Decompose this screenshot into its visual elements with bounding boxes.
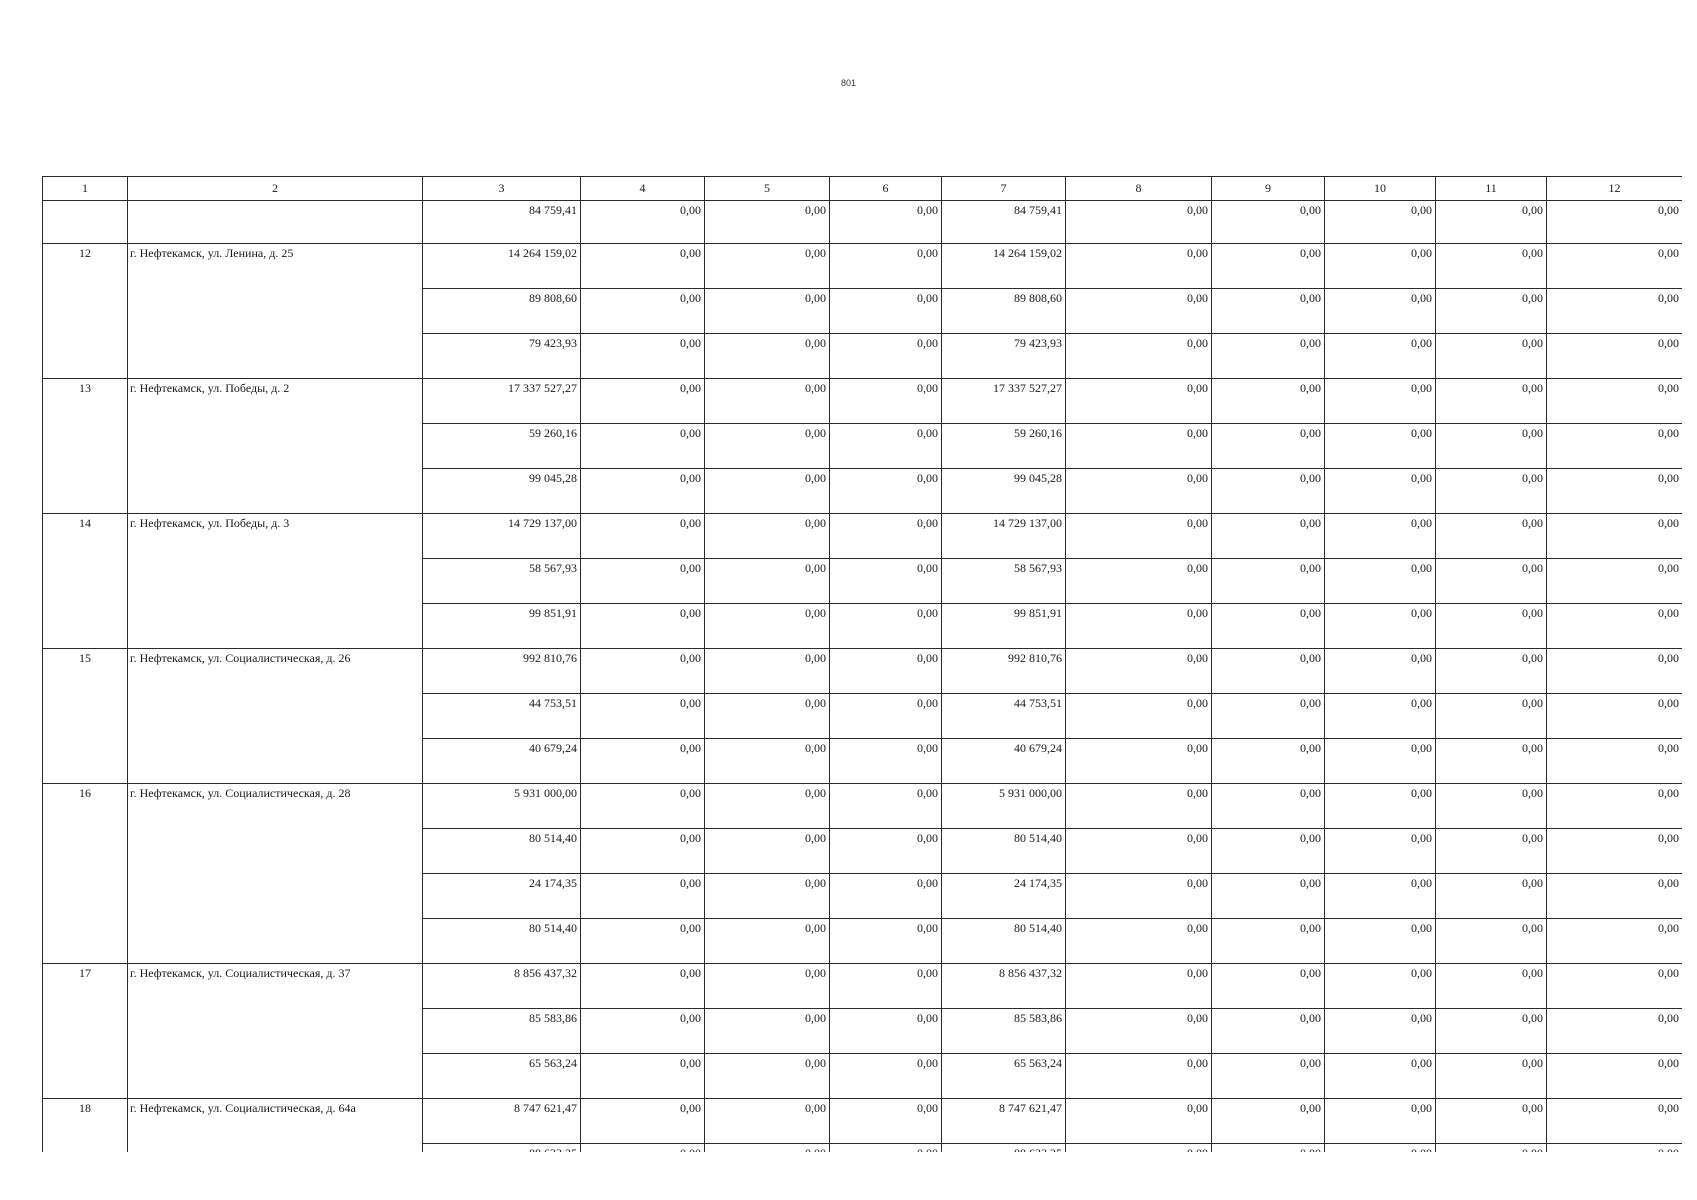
value-cell-col-12: 0,00 bbox=[1547, 1054, 1683, 1099]
value-cell-col-12: 0,00 bbox=[1547, 604, 1683, 649]
value-cell-col-6: 0,00 bbox=[830, 424, 942, 469]
value-cell-col-4: 0,00 bbox=[581, 201, 705, 244]
value-cell-col-4: 0,00 bbox=[581, 1009, 705, 1054]
value-cell-col-4: 0,00 bbox=[581, 829, 705, 874]
table-header bbox=[43, 177, 1683, 201]
header-row bbox=[43, 177, 1683, 201]
row-number-cell: 13 bbox=[43, 379, 128, 514]
value-cell-col-8: 0,00 bbox=[1066, 514, 1212, 559]
value-cell-col-10: 0,00 bbox=[1325, 604, 1436, 649]
value-cell-col-8: 0,00 bbox=[1066, 649, 1212, 694]
value-cell-col-10: 0,00 bbox=[1325, 919, 1436, 964]
value-cell-col-4: 0,00 bbox=[581, 964, 705, 1009]
value-cell-col-11: 0,00 bbox=[1436, 1099, 1547, 1144]
value-cell-col-3: 14 264 159,02 bbox=[423, 244, 581, 289]
column-header: 4 bbox=[581, 177, 705, 201]
value-cell-col-10: 0,00 bbox=[1325, 244, 1436, 289]
address-cell bbox=[128, 201, 423, 244]
value-cell-col-9: 0,00 bbox=[1212, 201, 1325, 244]
value-cell-col-8: 0,00 bbox=[1066, 604, 1212, 649]
value-cell-col-8: 0,00 bbox=[1066, 201, 1212, 244]
column-header: 6 bbox=[830, 177, 942, 201]
row-number-cell: 18 bbox=[43, 1099, 128, 1189]
value-cell-col-12: 0,00 bbox=[1547, 829, 1683, 874]
value-cell-col-6: 0,00 bbox=[830, 919, 942, 964]
value-cell-col-3: 992 810,76 bbox=[423, 649, 581, 694]
value-cell-col-7: 24 174,35 bbox=[942, 874, 1066, 919]
value-cell-col-8: 0,00 bbox=[1066, 469, 1212, 514]
value-cell-col-10: 0,00 bbox=[1325, 964, 1436, 1009]
value-cell-col-3: 8 747 621,47 bbox=[423, 1099, 581, 1144]
value-cell-col-6: 0,00 bbox=[830, 1009, 942, 1054]
row-number-cell: 16 bbox=[43, 784, 128, 964]
table-row bbox=[43, 379, 1683, 424]
value-cell-col-7: 14 264 159,02 bbox=[942, 244, 1066, 289]
value-cell-col-10: 0,00 bbox=[1325, 784, 1436, 829]
value-cell-col-4: 0,00 bbox=[581, 649, 705, 694]
value-cell-col-3: 24 174,35 bbox=[423, 874, 581, 919]
value-cell-col-10: 0,00 bbox=[1325, 289, 1436, 334]
value-cell-col-10: 0,00 bbox=[1325, 1009, 1436, 1054]
value-cell-col-9: 0,00 bbox=[1212, 424, 1325, 469]
value-cell-col-8: 0,00 bbox=[1066, 424, 1212, 469]
table-row bbox=[43, 514, 1683, 559]
value-cell-col-6: 0,00 bbox=[830, 1054, 942, 1099]
value-cell-col-11: 0,00 bbox=[1436, 514, 1547, 559]
value-cell-col-7: 85 583,86 bbox=[942, 1009, 1066, 1054]
value-cell-col-3: 58 567,93 bbox=[423, 559, 581, 604]
value-cell-col-7: 65 563,24 bbox=[942, 1054, 1066, 1099]
value-cell-col-5: 0,00 bbox=[705, 514, 830, 559]
value-cell-col-6: 0,00 bbox=[830, 964, 942, 1009]
value-cell-col-9: 0,00 bbox=[1212, 604, 1325, 649]
value-cell-col-3: 84 759,41 bbox=[423, 201, 581, 244]
value-cell-col-12: 0,00 bbox=[1547, 379, 1683, 424]
value-cell-col-7: 58 567,93 bbox=[942, 559, 1066, 604]
value-cell-col-9: 0,00 bbox=[1212, 514, 1325, 559]
value-cell-col-3: 5 931 000,00 bbox=[423, 784, 581, 829]
value-cell-col-3: 8 856 437,32 bbox=[423, 964, 581, 1009]
value-cell-col-9: 0,00 bbox=[1212, 919, 1325, 964]
value-cell-col-8: 0,00 bbox=[1066, 334, 1212, 379]
value-cell-col-10: 0,00 bbox=[1325, 201, 1436, 244]
value-cell-col-9: 0,00 bbox=[1212, 1099, 1325, 1144]
value-cell-col-11: 0,00 bbox=[1436, 784, 1547, 829]
value-cell-col-8: 0,00 bbox=[1066, 964, 1212, 1009]
value-cell-col-6: 0,00 bbox=[830, 289, 942, 334]
value-cell-col-9: 0,00 bbox=[1212, 1054, 1325, 1099]
value-cell-col-3: 44 753,51 bbox=[423, 694, 581, 739]
value-cell-col-12: 0,00 bbox=[1547, 244, 1683, 289]
value-cell-col-11: 0,00 bbox=[1436, 1054, 1547, 1099]
value-cell-col-12: 0,00 bbox=[1547, 739, 1683, 784]
value-cell-col-7: 992 810,76 bbox=[942, 649, 1066, 694]
value-cell-col-11: 0,00 bbox=[1436, 739, 1547, 784]
column-header: 1 bbox=[43, 177, 128, 201]
value-cell-col-6: 0,00 bbox=[830, 1099, 942, 1144]
value-cell-col-10: 0,00 bbox=[1325, 1054, 1436, 1099]
value-cell-col-4: 0,00 bbox=[581, 379, 705, 424]
address-cell: г. Нефтекамск, ул. Победы, д. 2 bbox=[128, 379, 423, 514]
value-cell-col-3: 59 260,16 bbox=[423, 424, 581, 469]
column-header: 10 bbox=[1325, 177, 1436, 201]
value-cell-col-5: 0,00 bbox=[705, 784, 830, 829]
value-cell-col-6: 0,00 bbox=[830, 244, 942, 289]
value-cell-col-10: 0,00 bbox=[1325, 694, 1436, 739]
value-cell-col-4: 0,00 bbox=[581, 784, 705, 829]
value-cell-col-3: 85 583,86 bbox=[423, 1009, 581, 1054]
value-cell-col-9: 0,00 bbox=[1212, 874, 1325, 919]
value-cell-col-7: 17 337 527,27 bbox=[942, 379, 1066, 424]
value-cell-col-5: 0,00 bbox=[705, 201, 830, 244]
page-edge bbox=[1682, 170, 1697, 1200]
value-cell-col-3: 40 679,24 bbox=[423, 739, 581, 784]
value-cell-col-8: 0,00 bbox=[1066, 784, 1212, 829]
value-cell-col-12: 0,00 bbox=[1547, 964, 1683, 1009]
value-cell-col-6: 0,00 bbox=[830, 694, 942, 739]
value-cell-col-12: 0,00 bbox=[1547, 334, 1683, 379]
value-cell-col-9: 0,00 bbox=[1212, 784, 1325, 829]
value-cell-col-11: 0,00 bbox=[1436, 469, 1547, 514]
value-cell-col-11: 0,00 bbox=[1436, 289, 1547, 334]
value-cell-col-8: 0,00 bbox=[1066, 874, 1212, 919]
value-cell-col-5: 0,00 bbox=[705, 559, 830, 604]
value-cell-col-11: 0,00 bbox=[1436, 829, 1547, 874]
value-cell-col-9: 0,00 bbox=[1212, 739, 1325, 784]
value-cell-col-6: 0,00 bbox=[830, 334, 942, 379]
value-cell-col-8: 0,00 bbox=[1066, 1054, 1212, 1099]
value-cell-col-4: 0,00 bbox=[581, 559, 705, 604]
value-cell-col-8: 0,00 bbox=[1066, 379, 1212, 424]
value-cell-col-8: 0,00 bbox=[1066, 739, 1212, 784]
value-cell-col-6: 0,00 bbox=[830, 514, 942, 559]
value-cell-col-10: 0,00 bbox=[1325, 829, 1436, 874]
value-cell-col-4: 0,00 bbox=[581, 514, 705, 559]
value-cell-col-9: 0,00 bbox=[1212, 289, 1325, 334]
value-cell-col-9: 0,00 bbox=[1212, 694, 1325, 739]
value-cell-col-11: 0,00 bbox=[1436, 424, 1547, 469]
value-cell-col-9: 0,00 bbox=[1212, 1009, 1325, 1054]
column-header: 11 bbox=[1436, 177, 1547, 201]
value-cell-col-4: 0,00 bbox=[581, 289, 705, 334]
value-cell-col-5: 0,00 bbox=[705, 1009, 830, 1054]
value-cell-col-6: 0,00 bbox=[830, 559, 942, 604]
value-cell-col-3: 14 729 137,00 bbox=[423, 514, 581, 559]
value-cell-col-12: 0,00 bbox=[1547, 559, 1683, 604]
value-cell-col-7: 89 808,60 bbox=[942, 289, 1066, 334]
value-cell-col-4: 0,00 bbox=[581, 604, 705, 649]
row-number-cell: 12 bbox=[43, 244, 128, 379]
value-cell-col-9: 0,00 bbox=[1212, 829, 1325, 874]
value-cell-col-7: 99 045,28 bbox=[942, 469, 1066, 514]
value-cell-col-8: 0,00 bbox=[1066, 244, 1212, 289]
value-cell-col-4: 0,00 bbox=[581, 1099, 705, 1144]
value-cell-col-7: 8 747 621,47 bbox=[942, 1099, 1066, 1144]
value-cell-col-7: 80 514,40 bbox=[942, 919, 1066, 964]
value-cell-col-5: 0,00 bbox=[705, 1099, 830, 1144]
page-number: 801 bbox=[840, 78, 857, 88]
value-cell-col-11: 0,00 bbox=[1436, 559, 1547, 604]
table-row bbox=[43, 964, 1683, 1009]
value-cell-col-3: 79 423,93 bbox=[423, 334, 581, 379]
column-header: 2 bbox=[128, 177, 423, 201]
value-cell-col-5: 0,00 bbox=[705, 604, 830, 649]
value-cell-col-5: 0,00 bbox=[705, 469, 830, 514]
value-cell-col-12: 0,00 bbox=[1547, 514, 1683, 559]
data-table bbox=[42, 176, 1683, 1189]
value-cell-col-7: 80 514,40 bbox=[942, 829, 1066, 874]
value-cell-col-7: 84 759,41 bbox=[942, 201, 1066, 244]
column-header: 9 bbox=[1212, 177, 1325, 201]
value-cell-col-6: 0,00 bbox=[830, 649, 942, 694]
column-header: 7 bbox=[942, 177, 1066, 201]
value-cell-col-6: 0,00 bbox=[830, 201, 942, 244]
value-cell-col-5: 0,00 bbox=[705, 964, 830, 1009]
value-cell-col-3: 80 514,40 bbox=[423, 829, 581, 874]
value-cell-col-5: 0,00 bbox=[705, 1054, 830, 1099]
value-cell-col-3: 80 514,40 bbox=[423, 919, 581, 964]
value-cell-col-6: 0,00 bbox=[830, 784, 942, 829]
value-cell-col-10: 0,00 bbox=[1325, 1099, 1436, 1144]
value-cell-col-5: 0,00 bbox=[705, 424, 830, 469]
value-cell-col-8: 0,00 bbox=[1066, 1009, 1212, 1054]
value-cell-col-9: 0,00 bbox=[1212, 469, 1325, 514]
value-cell-col-7: 99 851,91 bbox=[942, 604, 1066, 649]
value-cell-col-11: 0,00 bbox=[1436, 604, 1547, 649]
value-cell-col-11: 0,00 bbox=[1436, 964, 1547, 1009]
value-cell-col-3: 99 851,91 bbox=[423, 604, 581, 649]
value-cell-col-4: 0,00 bbox=[581, 1054, 705, 1099]
row-number-cell: 17 bbox=[43, 964, 128, 1099]
value-cell-col-9: 0,00 bbox=[1212, 334, 1325, 379]
value-cell-col-10: 0,00 bbox=[1325, 739, 1436, 784]
value-cell-col-6: 0,00 bbox=[830, 604, 942, 649]
value-cell-col-12: 0,00 bbox=[1547, 649, 1683, 694]
value-cell-col-6: 0,00 bbox=[830, 469, 942, 514]
value-cell-col-10: 0,00 bbox=[1325, 559, 1436, 604]
row-number-cell: 15 bbox=[43, 649, 128, 784]
value-cell-col-3: 65 563,24 bbox=[423, 1054, 581, 1099]
value-cell-col-12: 0,00 bbox=[1547, 201, 1683, 244]
value-cell-col-10: 0,00 bbox=[1325, 379, 1436, 424]
address-cell: г. Нефтекамск, ул. Ленина, д. 25 bbox=[128, 244, 423, 379]
value-cell-col-4: 0,00 bbox=[581, 334, 705, 379]
value-cell-col-5: 0,00 bbox=[705, 334, 830, 379]
table-row bbox=[43, 201, 1683, 244]
value-cell-col-5: 0,00 bbox=[705, 694, 830, 739]
value-cell-col-7: 5 931 000,00 bbox=[942, 784, 1066, 829]
value-cell-col-7: 14 729 137,00 bbox=[942, 514, 1066, 559]
value-cell-col-10: 0,00 bbox=[1325, 334, 1436, 379]
value-cell-col-7: 59 260,16 bbox=[942, 424, 1066, 469]
value-cell-col-11: 0,00 bbox=[1436, 694, 1547, 739]
value-cell-col-9: 0,00 bbox=[1212, 964, 1325, 1009]
value-cell-col-8: 0,00 bbox=[1066, 919, 1212, 964]
value-cell-col-6: 0,00 bbox=[830, 379, 942, 424]
value-cell-col-4: 0,00 bbox=[581, 919, 705, 964]
value-cell-col-4: 0,00 bbox=[581, 424, 705, 469]
value-cell-col-10: 0,00 bbox=[1325, 649, 1436, 694]
page-bottom-margin bbox=[0, 1152, 1697, 1200]
value-cell-col-10: 0,00 bbox=[1325, 514, 1436, 559]
value-cell-col-12: 0,00 bbox=[1547, 919, 1683, 964]
address-cell: г. Нефтекамск, ул. Социалистическая, д. 37 bbox=[128, 964, 423, 1099]
value-cell-col-8: 0,00 bbox=[1066, 559, 1212, 604]
value-cell-col-8: 0,00 bbox=[1066, 829, 1212, 874]
value-cell-col-5: 0,00 bbox=[705, 829, 830, 874]
value-cell-col-6: 0,00 bbox=[830, 739, 942, 784]
row-number-cell: 14 bbox=[43, 514, 128, 649]
value-cell-col-9: 0,00 bbox=[1212, 559, 1325, 604]
value-cell-col-9: 0,00 bbox=[1212, 649, 1325, 694]
table-row bbox=[43, 649, 1683, 694]
value-cell-col-7: 44 753,51 bbox=[942, 694, 1066, 739]
address-cell: г. Нефтекамск, ул. Социалистическая, д. 64а bbox=[128, 1099, 423, 1189]
value-cell-col-8: 0,00 bbox=[1066, 289, 1212, 334]
value-cell-col-4: 0,00 bbox=[581, 694, 705, 739]
value-cell-col-5: 0,00 bbox=[705, 289, 830, 334]
value-cell-col-5: 0,00 bbox=[705, 649, 830, 694]
value-cell-col-12: 0,00 bbox=[1547, 784, 1683, 829]
value-cell-col-4: 0,00 bbox=[581, 244, 705, 289]
table-body bbox=[43, 201, 1683, 1189]
value-cell-col-11: 0,00 bbox=[1436, 379, 1547, 424]
value-cell-col-11: 0,00 bbox=[1436, 874, 1547, 919]
table-row bbox=[43, 1099, 1683, 1144]
value-cell-col-7: 40 679,24 bbox=[942, 739, 1066, 784]
value-cell-col-12: 0,00 bbox=[1547, 694, 1683, 739]
table-row bbox=[43, 784, 1683, 829]
value-cell-col-10: 0,00 bbox=[1325, 424, 1436, 469]
address-cell: г. Нефтекамск, ул. Победы, д. 3 bbox=[128, 514, 423, 649]
value-cell-col-5: 0,00 bbox=[705, 874, 830, 919]
value-cell-col-5: 0,00 bbox=[705, 379, 830, 424]
value-cell-col-6: 0,00 bbox=[830, 829, 942, 874]
value-cell-col-11: 0,00 bbox=[1436, 201, 1547, 244]
column-header: 8 bbox=[1066, 177, 1212, 201]
value-cell-col-9: 0,00 bbox=[1212, 244, 1325, 289]
value-cell-col-7: 79 423,93 bbox=[942, 334, 1066, 379]
value-cell-col-3: 89 808,60 bbox=[423, 289, 581, 334]
value-cell-col-10: 0,00 bbox=[1325, 469, 1436, 514]
value-cell-col-7: 8 856 437,32 bbox=[942, 964, 1066, 1009]
value-cell-col-10: 0,00 bbox=[1325, 874, 1436, 919]
value-cell-col-3: 17 337 527,27 bbox=[423, 379, 581, 424]
value-cell-col-8: 0,00 bbox=[1066, 1099, 1212, 1144]
value-cell-col-11: 0,00 bbox=[1436, 1009, 1547, 1054]
value-cell-col-8: 0,00 bbox=[1066, 694, 1212, 739]
value-cell-col-9: 0,00 bbox=[1212, 379, 1325, 424]
value-cell-col-6: 0,00 bbox=[830, 874, 942, 919]
value-cell-col-3: 99 045,28 bbox=[423, 469, 581, 514]
address-cell: г. Нефтекамск, ул. Социалистическая, д. 28 bbox=[128, 784, 423, 964]
row-number-cell bbox=[43, 201, 128, 244]
value-cell-col-4: 0,00 bbox=[581, 469, 705, 514]
address-cell: г. Нефтекамск, ул. Социалистическая, д. 26 bbox=[128, 649, 423, 784]
value-cell-col-11: 0,00 bbox=[1436, 334, 1547, 379]
value-cell-col-5: 0,00 bbox=[705, 739, 830, 784]
value-cell-col-11: 0,00 bbox=[1436, 919, 1547, 964]
table-row bbox=[43, 244, 1683, 289]
column-header: 5 bbox=[705, 177, 830, 201]
value-cell-col-12: 0,00 bbox=[1547, 1099, 1683, 1144]
value-cell-col-5: 0,00 bbox=[705, 244, 830, 289]
value-cell-col-12: 0,00 bbox=[1547, 469, 1683, 514]
value-cell-col-12: 0,00 bbox=[1547, 424, 1683, 469]
value-cell-col-11: 0,00 bbox=[1436, 649, 1547, 694]
value-cell-col-11: 0,00 bbox=[1436, 244, 1547, 289]
value-cell-col-12: 0,00 bbox=[1547, 1009, 1683, 1054]
value-cell-col-4: 0,00 bbox=[581, 739, 705, 784]
column-header: 3 bbox=[423, 177, 581, 201]
value-cell-col-4: 0,00 bbox=[581, 874, 705, 919]
value-cell-col-12: 0,00 bbox=[1547, 289, 1683, 334]
value-cell-col-12: 0,00 bbox=[1547, 874, 1683, 919]
value-cell-col-5: 0,00 bbox=[705, 919, 830, 964]
column-header: 12 bbox=[1547, 177, 1683, 201]
